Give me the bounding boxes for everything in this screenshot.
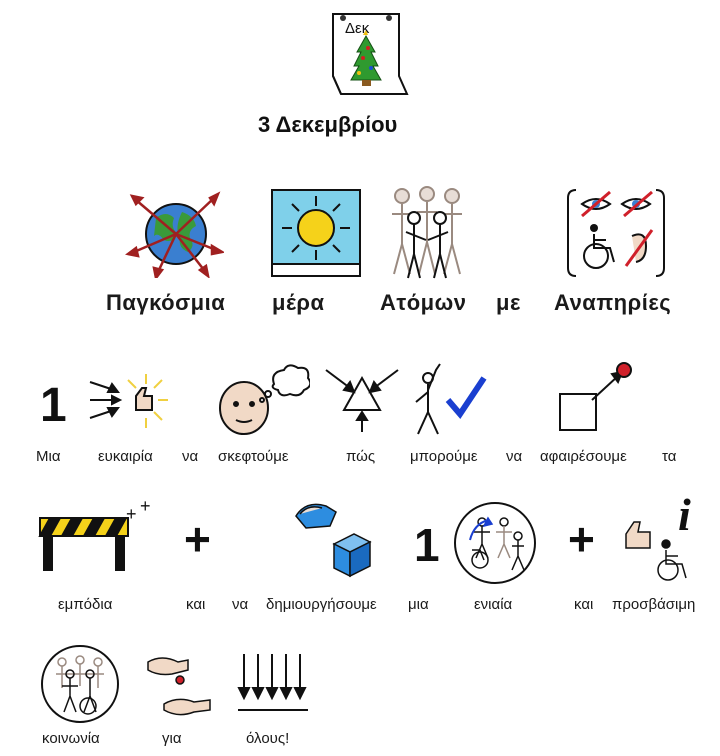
calendar-icon [323, 8, 411, 98]
word-afairesoume: αφαιρέσουμε [540, 448, 627, 465]
word-mera: μέρα [272, 290, 325, 315]
word-na-2: να [506, 448, 523, 465]
accessible-info-icon [620, 489, 710, 584]
plural-plus-sign: + [126, 504, 137, 524]
word-kai-1: και [186, 596, 206, 613]
word-dimiourgisoume: δημιουργήσουμε [266, 596, 377, 613]
think-icon [214, 364, 310, 436]
create-blocks-icon [290, 496, 374, 580]
word-mporoume: μπορούμε [410, 448, 478, 465]
plus-sign: + [184, 513, 211, 565]
society-icon [38, 644, 122, 724]
info-letter: i [678, 489, 691, 540]
united-group-icon [452, 500, 538, 586]
word-olous: όλους! [246, 730, 290, 747]
word-gia: για [162, 730, 182, 747]
calendar-label: Δεκ [345, 20, 370, 37]
globe-icon [124, 188, 224, 278]
word-mia: Μια [36, 448, 61, 465]
word-me: με [496, 290, 521, 315]
opportunity-icon [88, 368, 178, 434]
word-anapiries: Αναπηρίες [554, 290, 672, 315]
word-atomon: Ατόμων [380, 290, 467, 315]
plural-plus-sign-2: + [140, 496, 151, 516]
barrier-icon [36, 508, 158, 574]
number-one: 1 [40, 379, 67, 432]
word-na-1: να [182, 448, 199, 465]
people-group-icon [382, 184, 472, 280]
word-ta: τα [662, 448, 677, 465]
can-checkmark-icon [410, 360, 490, 436]
plus-sign-b: + [568, 513, 595, 565]
word-eukairia: ευκαιρία [98, 448, 153, 465]
all-arrows-icon [236, 650, 310, 720]
word-eniaia: ενιαία [474, 596, 513, 613]
word-prosvasimi: προσβάσιμη [612, 596, 696, 613]
word-empodia: εμπόδια [58, 596, 113, 613]
word-na-3: να [232, 596, 249, 613]
word-koinonia: κοινωνία [42, 730, 100, 747]
word-pagkosmia: Παγκόσμια [106, 290, 226, 315]
word-pos: πώς [346, 448, 376, 465]
how-icon [322, 362, 402, 434]
sun-day-icon [270, 188, 362, 278]
number-one-b: 1 [414, 519, 440, 571]
word-kai-2: και [574, 596, 594, 613]
word-mia-2: μια [408, 596, 429, 613]
page-title-date: 3 Δεκεμβρίου [258, 112, 398, 137]
remove-icon [556, 360, 640, 438]
give-hands-icon [144, 652, 214, 716]
word-skeftoume: σκεφτούμε [218, 448, 289, 465]
disability-icon [566, 186, 666, 280]
